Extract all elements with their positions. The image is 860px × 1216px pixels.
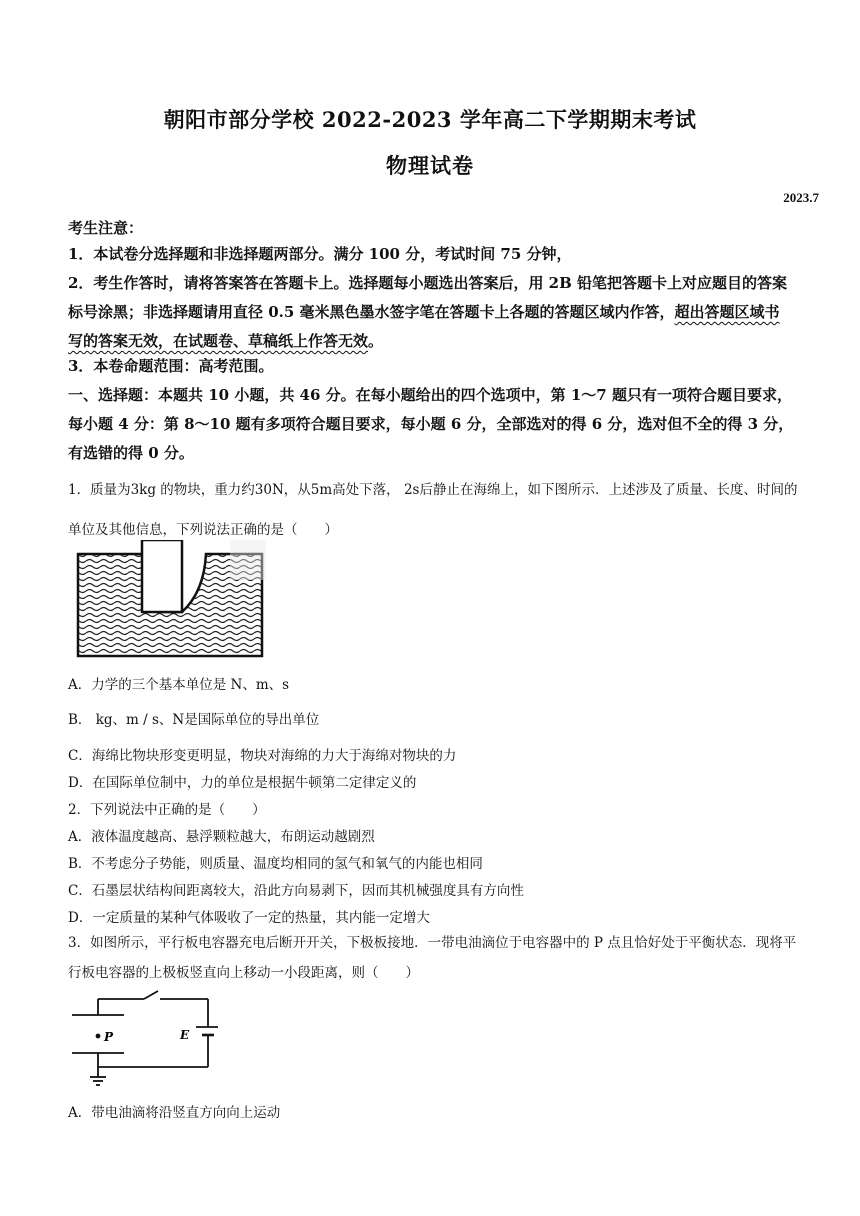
point-p-label: P xyxy=(104,1030,114,1044)
capacitor-circuit-figure xyxy=(66,985,218,1089)
section-1-intro: 一、选择题：本题共 10 小题，共 46 分。在每小题给出的四个选项中，第 1～7 题只有一项符合题目要求，每小题 4 分：第 8～10 题有多项符合题目要求，每小题 6 分，全部选对的得 6 分，选对但不全的得 3 分，有选错的得 0 分。 xyxy=(68,386,794,462)
sponge-block-figure xyxy=(72,540,272,664)
q2-option-a: A．液体温度越高、悬浮颗粒越大，布朗运动越剧烈 xyxy=(68,829,375,845)
notice-item-2-emphasis: 超出答题区域书写的答案无效，在试题卷、草稿纸上作答无效 xyxy=(68,303,780,350)
question-1-stem: 1．质量为3kg 的物块，重力约30N，从5m高处下落， 2s后静止在海绵上，如下图所示．上述涉及了质量、长度、时间的单位及其他信息，下列说法正确的是（ ） xyxy=(68,482,798,538)
notice-item-2-main: 2．考生作答时，请将答案答在答题卡上。选择题每小题选出答案后，用 2B 铅笔把答题卡上对应题目的答案标号涂黑；非选择题请用直径 0.5 毫米黑色墨水签字笔在答题卡上各题的答题区域内作答， xyxy=(68,274,788,321)
exam-title: 朝阳市部分学校 2022-2023 学年高二下学期期末考试 xyxy=(163,107,697,132)
point-p-dot xyxy=(96,1034,101,1039)
q1-option-c: C．海绵比物块形变更明显，物块对海绵的力大于海绵对物块的力 xyxy=(68,748,457,764)
source-e-label: E xyxy=(180,1028,190,1042)
notice-item-3: 3．本卷命题范围：高考范围。 xyxy=(68,357,274,375)
q2-option-b: B．不考虑分子势能，则质量、温度均相同的氢气和氧气的内能也相同 xyxy=(68,856,483,872)
question-3-stem: 3．如图所示，平行板电容器充电后断开开关，下极板接地．一带电油滴位于电容器中的 P 点且恰好处于平衡状态．现将平行板电容器的上极板竖直向上移动一小段距离，则（ ） xyxy=(68,935,797,981)
q3-option-a: A．带电油滴将沿竖直方向向上运动 xyxy=(68,1105,281,1121)
exam-date: 2023.7 xyxy=(783,190,819,205)
q2-option-d: D．一定质量的某种气体吸收了一定的热量，其内能一定增大 xyxy=(68,910,430,926)
q1-option-d: D．在国际单位制中，力的单位是根据牛顿第二定律定义的 xyxy=(68,775,417,791)
notice-item-2-end: 。 xyxy=(368,332,384,350)
q1-option-b: B． kg、m / s、N是国际单位的导出单位 xyxy=(68,712,320,728)
question-2-stem: 2．下列说法中正确的是（ ） xyxy=(68,802,266,818)
exam-subtitle: 物理试卷 xyxy=(386,153,474,178)
block-shape xyxy=(142,540,182,612)
notice-item-2 xyxy=(68,269,794,356)
q1-option-a: A．力学的三个基本单位是 N、m、s xyxy=(68,677,290,693)
notice-item-1: 1．本试卷分选择题和非选择题两部分。满分 100 分，考试时间 75 分钟， xyxy=(68,245,572,263)
notice-heading: 考生注意： xyxy=(68,219,144,237)
q2-option-c: C．石墨层状结构间距离较大，沿此方向易剥下，因而其机械强度具有方向性 xyxy=(68,883,524,899)
